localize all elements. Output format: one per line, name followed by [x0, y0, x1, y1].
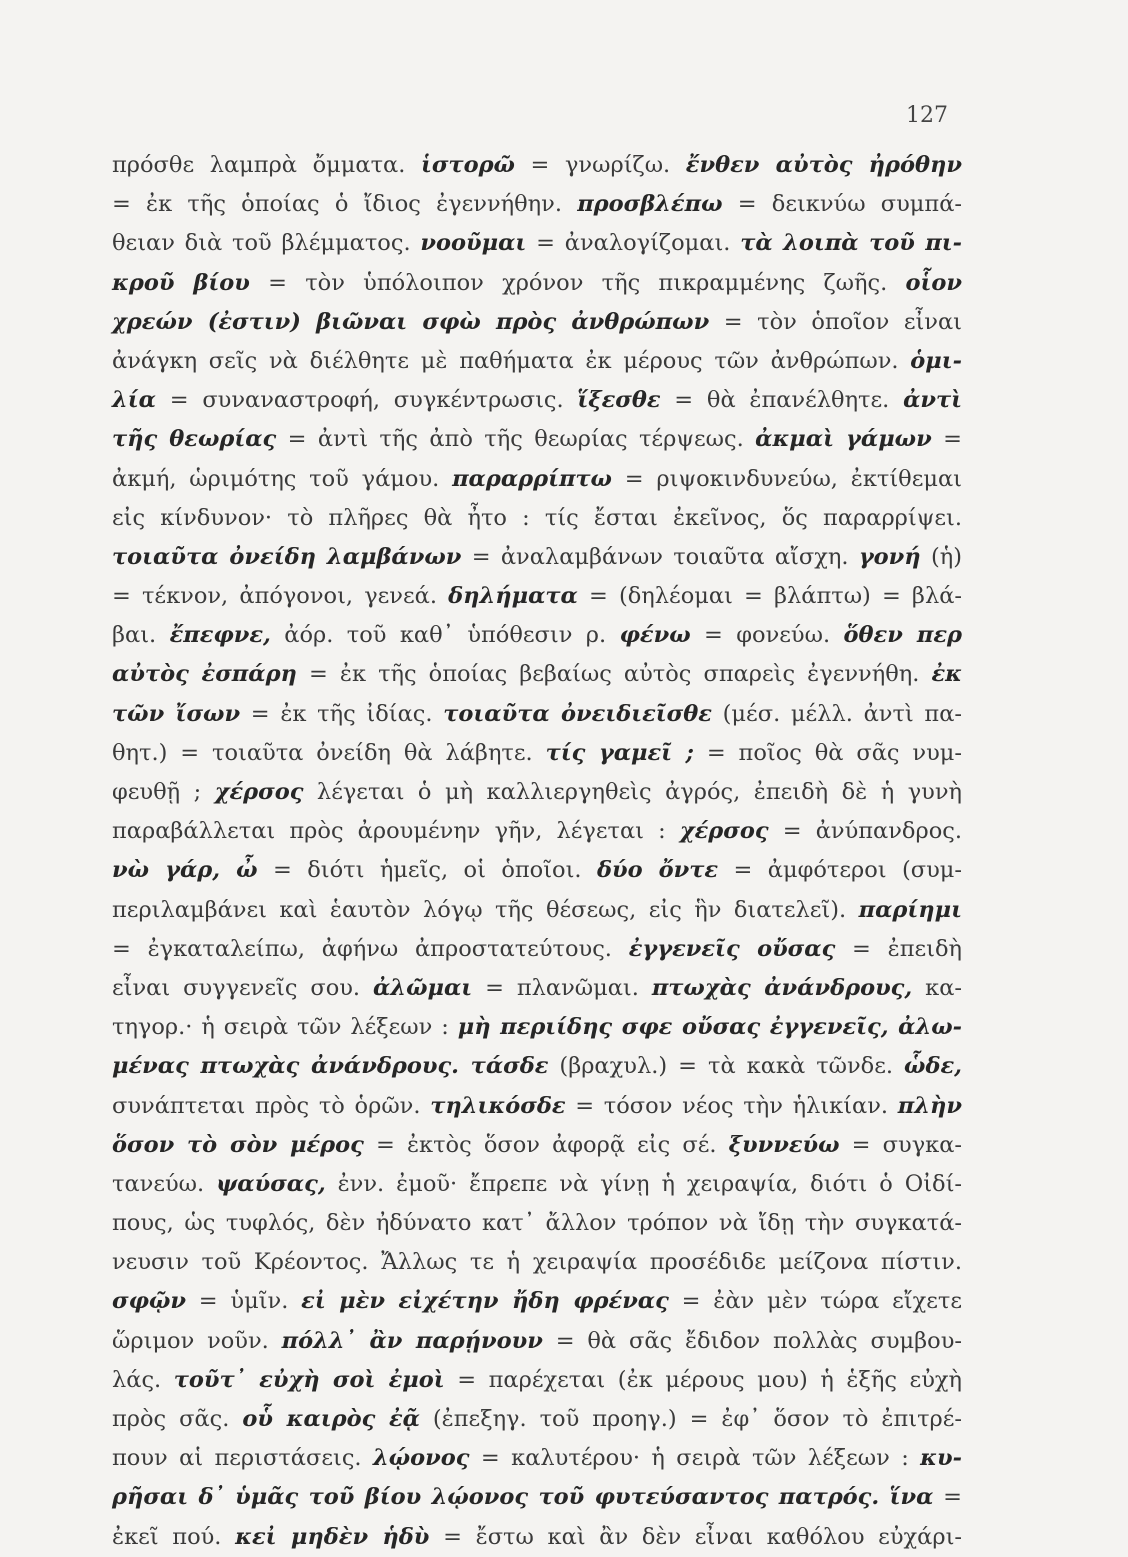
gloss-text: = ἐκ τῆς ἰδίας.: [240, 700, 444, 727]
text-line: [112, 1047, 962, 1086]
text-line: [112, 499, 962, 538]
gloss-text: = ἀναλογίζομαι.: [526, 230, 741, 257]
text-line: [112, 851, 962, 890]
gloss-text: = ἐὰν μὲν τώρα εἴχετε: [668, 1288, 962, 1315]
gloss-text: =: [931, 426, 962, 453]
gloss-text: = ἀνύπανδρος.: [768, 818, 962, 845]
gloss-text: = διότι ἡμεῖς, οἱ ὁποῖοι.: [257, 857, 597, 884]
gloss-text: περιλαμβάνει καὶ ἑαυτὸν λόγῳ τῆς θέσεως, εἰς ἣν διατελεῖ).: [112, 896, 859, 923]
lemma-term: δύο ὄντε: [596, 857, 719, 884]
lemma-term: χρεών (ἐστιν) βιῶναι σφὼ πρὸς ἀνθρώπων: [112, 308, 710, 335]
gloss-text: θητ.) = τοιαῦτα ὀνείδη θὰ λάβητε.: [112, 739, 546, 766]
gloss-text: = παρέχεται (ἐκ μέρους μου) ἡ ἑξῆς εὐχὴ: [444, 1366, 962, 1393]
text-line: [112, 342, 962, 381]
gloss-text: = (δηλέομαι = βλάπτω) = βλά-: [577, 583, 963, 610]
gloss-text: τανεύω.: [112, 1170, 217, 1197]
gloss-text: λάς.: [112, 1366, 174, 1393]
lemma-term: παρίημι: [858, 896, 962, 923]
gloss-text: = φονεύω.: [690, 622, 844, 649]
gloss-text: = τὸν ὑπόλοιπον χρόνον τῆς πικραμμένης ζωῆς.: [249, 269, 906, 296]
gloss-text: εἰς κίνδυνον· τὸ πλῆρες θὰ ἦτο : τίς ἔσται ἐκεῖνος, ὅς παραρρίψει.: [112, 504, 962, 531]
lemma-term: ρῆσαι δ᾽ ὑμᾶς τοῦ βίου λῴονος τοῦ φυτεύσαντος πατρός. ἵνα: [112, 1484, 934, 1511]
gloss-text: θειαν διὰ τοῦ βλέμματος.: [112, 230, 421, 257]
gloss-text: = ἀμφότεροι (συμ-: [718, 857, 963, 884]
text-line: [112, 264, 962, 303]
lemma-term: κυ-: [920, 1445, 962, 1472]
gloss-text: = συναναστροφή, συγκέντρωσις.: [155, 387, 578, 414]
lemma-term: ἵξεσθε: [577, 387, 661, 414]
lemma-term: ἐκ: [931, 661, 962, 688]
gloss-text: = ἔστω καὶ ἂν δὲν εἶναι καθόλου εὐχάρι-: [429, 1523, 962, 1550]
lemma-term: ἀλῶμαι: [372, 974, 473, 1001]
text-line: [112, 224, 962, 263]
text-line: [112, 655, 962, 694]
lemma-term: ἱστορῶ: [420, 152, 515, 178]
lemma-term: πτωχὰς ἀνάνδρους,: [651, 974, 913, 1001]
gloss-text: κα-: [912, 974, 963, 1001]
gloss-text: φευθῇ ;: [112, 779, 215, 805]
gloss-text: συνάπτεται πρὸς τὸ ὁρῶν.: [112, 1092, 431, 1119]
gloss-text: νευσιν τοῦ Κρέοντος. Ἄλλως τε ἡ χειραψία προσέδιδε μείζονα πίστιν.: [112, 1249, 962, 1276]
text-line: [112, 1322, 962, 1361]
lemma-term: τίς γαμεῖ ;: [545, 739, 694, 766]
lemma-term: τῆς θεωρίας: [112, 426, 277, 453]
text-line: [112, 1165, 962, 1204]
gloss-text: = ἐγκαταλείπω, ἀφήνω ἀπροστατεύτους.: [112, 935, 629, 962]
gloss-text: ὥριμον νοῦν.: [112, 1327, 282, 1354]
text-line: [112, 420, 962, 459]
text-line: [112, 773, 962, 812]
gloss-text: = θὰ σᾶς ἔδιδον πολλὰς συμβου-: [542, 1327, 962, 1354]
text-line: [112, 185, 962, 224]
lemma-term: εἰ μὲν εἰχέτην ἤδη φρένας: [301, 1288, 669, 1315]
gloss-text: λέγεται ὁ μὴ καλλιεργηθεὶς ἀγρός, ἐπειδὴ δὲ ἡ γυνὴ: [303, 779, 962, 805]
gloss-text: = συγκα-: [839, 1131, 963, 1158]
text-line: [112, 1243, 962, 1282]
gloss-text: = ἐκ τῆς ὁποίας ὁ ἴδιος ἐγεννήθην.: [112, 191, 578, 218]
gloss-text: = ποῖος θὰ σᾶς νυμ-: [693, 739, 962, 766]
lemma-term: γονή: [858, 543, 921, 570]
lemma-term: μὴ περιίδης σφε οὔσας ἐγγενεῖς, ἀλω-: [457, 1014, 962, 1041]
text-line: [112, 460, 962, 499]
gloss-text: (μέσ. μέλλ. ἀντὶ πα-: [711, 700, 962, 727]
lemma-term: λῴονος: [372, 1445, 470, 1472]
gloss-text: = πλανῶμαι.: [472, 974, 652, 1001]
lemma-term: ἔπεφνε,: [169, 622, 271, 649]
gloss-text: (βραχυλ.) = τὰ κακὰ τῶνδε.: [548, 1053, 905, 1080]
lemma-term: χέρσος: [214, 779, 304, 805]
gloss-text: = τόσον νέος τὴν ἡλικίαν.: [565, 1092, 898, 1119]
gloss-text: εἶναι συγγενεῖς σου.: [112, 974, 373, 1001]
commentary-text: [112, 146, 962, 1557]
text-line: [112, 969, 962, 1008]
lemma-term: ὅσον τὸ σὸν μέρος: [112, 1131, 364, 1158]
lemma-term: ὅθεν περ: [843, 622, 963, 649]
gloss-text: (ἡ): [920, 543, 962, 570]
page-number: 127: [906, 103, 948, 128]
gloss-text: = ἐκ τῆς ὁποίας βεβαίως αὐτὸς σπαρεὶς ἐγεννήθη.: [296, 661, 932, 688]
lemma-term: μένας πτωχὰς ἀνάνδρους. τάσδε: [112, 1053, 549, 1080]
text-line: [112, 930, 962, 969]
text-line: [112, 1008, 962, 1047]
text-line: [112, 1518, 962, 1557]
lemma-term: κεἰ μηδὲν ἡδὺ: [235, 1523, 430, 1550]
gloss-text: παραβάλλεται πρὸς ἀρουμένην γῆν, λέγεται :: [112, 818, 680, 845]
gloss-text: = ἐκτὸς ὅσον ἀφορᾷ εἰς σέ.: [363, 1131, 729, 1158]
gloss-text: = ἀντὶ τῆς ἀπὸ τῆς θεωρίας τέρψεως.: [276, 426, 756, 453]
text-line: [112, 1400, 962, 1439]
gloss-text: =: [933, 1484, 962, 1511]
lemma-term: αὐτὸς ἐσπάρη: [112, 661, 297, 688]
gloss-text: ἐνν. ἐμοῦ· ἔπρεπε νὰ γίνῃ ἡ χειραψία, διότι ὁ Οἰδί-: [325, 1170, 963, 1197]
gloss-text: ἐκεῖ πού.: [112, 1523, 236, 1550]
lemma-term: τὰ λοιπὰ τοῦ πι-: [740, 230, 962, 257]
lemma-term: ἐγγενεῖς οὔσας: [628, 935, 836, 962]
gloss-text: = τέκνον, ἀπόγονοι, γενεά.: [112, 583, 449, 610]
lemma-term: χέρσος: [679, 818, 769, 845]
text-line: [112, 734, 962, 773]
text-line: [112, 1282, 962, 1321]
lemma-term: ἔνθεν αὐτὸς ἠρόθην: [685, 152, 962, 178]
text-line: [112, 303, 962, 342]
gloss-text: = ἐπειδὴ: [835, 935, 963, 962]
lemma-term: πλὴν: [897, 1092, 962, 1119]
gloss-text: πρὸς σᾶς.: [112, 1406, 243, 1432]
gloss-text: πρόσθε λαμπρὰ ὄμματα.: [112, 152, 421, 178]
lemma-term: προσβλέπω: [577, 191, 723, 218]
lemma-term: πόλλ᾽ ἂν παρῄνουν: [281, 1327, 543, 1354]
gloss-text: ἀόρ. τοῦ καθ᾽ ὑπόθεσιν ρ.: [270, 622, 620, 649]
lemma-term: ἀντὶ: [903, 387, 963, 414]
lemma-term: κροῦ βίου: [112, 269, 250, 296]
gloss-text: = καλυτέρου· ἡ σειρὰ τῶν λέξεων :: [469, 1445, 921, 1472]
text-line: [112, 1204, 962, 1243]
text-line: [112, 577, 962, 616]
text-line: [112, 1478, 962, 1517]
text-line: [112, 812, 962, 851]
text-line: [112, 538, 962, 577]
gloss-text: τηγορ.· ἡ σειρὰ τῶν λέξεων :: [112, 1014, 458, 1041]
lemma-term: λία: [112, 387, 156, 414]
gloss-text: = γνωρίζω.: [514, 152, 686, 178]
lemma-term: τοιαῦτα ὀνείδη λαμβάνων: [112, 543, 462, 570]
lemma-term: δηλήματα: [448, 583, 578, 610]
lemma-term: τοιαῦτα ὀνειδιεῖσθε: [443, 700, 712, 727]
gloss-text: = ριψοκινδυνεύω, ἐκτίθεμαι: [611, 465, 962, 492]
text-line: [112, 695, 962, 734]
lemma-term: ἀκμαὶ γάμων: [755, 426, 932, 453]
text-line: [112, 1087, 962, 1126]
lemma-term: παραρρίπτω: [452, 465, 612, 492]
lemma-term: ὧδε,: [904, 1053, 962, 1080]
gloss-text: = θὰ ἐπανέλθητε.: [660, 387, 904, 414]
text-line: [112, 381, 962, 420]
text-line: [112, 616, 962, 655]
text-line: [112, 1439, 962, 1478]
gloss-text: βαι.: [112, 622, 170, 649]
gloss-text: = τὸν ὁποῖον εἶναι: [709, 308, 962, 335]
gloss-text: πουν αἱ περιστάσεις.: [112, 1445, 373, 1472]
lemma-term: ὁμι-: [910, 347, 962, 374]
lemma-term: σφῷν: [112, 1288, 186, 1315]
text-line: [112, 146, 962, 185]
gloss-text: = ὑμῖν.: [185, 1288, 302, 1315]
gloss-text: ἀκμή, ὡριμότης τοῦ γάμου.: [112, 465, 453, 492]
lemma-term: οἷον: [905, 269, 962, 296]
lemma-term: οὗ καιρὸς ἐᾷ: [242, 1406, 420, 1432]
lemma-term: τηλικόσδε: [430, 1092, 566, 1119]
lemma-term: ψαύσας,: [216, 1170, 326, 1197]
lemma-term: τοῦτ᾽ εὐχὴ σοὶ ἐμοὶ: [173, 1366, 445, 1393]
lemma-term: τῶν ἴσων: [112, 700, 241, 727]
gloss-text: πους, ὡς τυφλός, δὲν ἠδύνατο κατ᾽ ἄλλον τρόπον νὰ ἴδῃ τὴν συγκατά-: [112, 1210, 962, 1237]
gloss-text: (ἐπεξηγ. τοῦ προηγ.) = ἐφ᾽ ὅσον τὸ ἐπιτρέ-: [419, 1406, 963, 1432]
lemma-term: φένω: [619, 622, 691, 649]
text-line: [112, 891, 962, 930]
lemma-term: νοοῦμαι: [420, 230, 527, 257]
gloss-text: = ἀναλαμβάνων τοιαῦτα αἴσχη.: [461, 543, 859, 570]
text-line: [112, 1126, 962, 1165]
gloss-text: ἀνάγκη σεῖς νὰ διέλθητε μὲ παθήματα ἐκ μέρους τῶν ἀνθρώπων.: [112, 347, 911, 374]
text-line: [112, 1361, 962, 1400]
lemma-term: ξυννεύω: [728, 1131, 840, 1158]
lemma-term: νὼ γάρ, ὦ: [112, 857, 258, 884]
gloss-text: = δεικνύω συμπά-: [722, 191, 963, 218]
